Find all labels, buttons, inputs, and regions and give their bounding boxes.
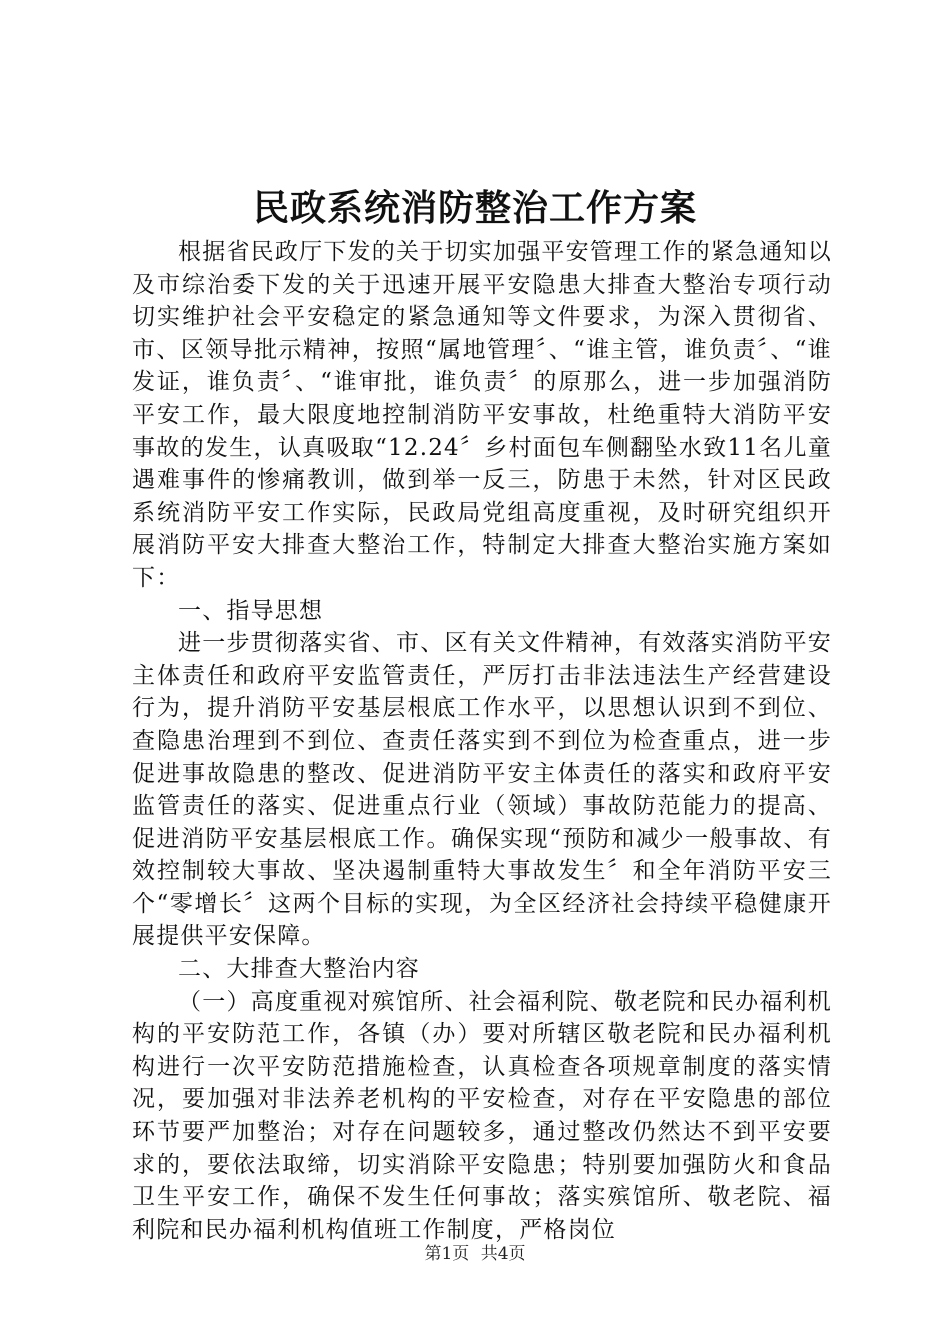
section-2-heading: 二、大排查大整治内容: [178, 956, 420, 983]
page-total: 共4页: [480, 1244, 526, 1264]
page-footer: [0, 1242, 950, 1266]
section-1-heading: 一、指导思想: [178, 597, 324, 624]
section-1-paragraph: 进一步贯彻落实省、市、区有关文件精神，有效落实消防平安主体责任和政府平安监管责任，严厉打击非法违法生产经营建设行为，提升消防平安基层根底工作水平，以思想认识到不到位、查隐患治理到不到位、查责任落实到不到位为检查重点，进一步促进事故隐患的整改、促进消防平安主体责任的落实和政府平安监管责任的落实、促进重点行业（领域）事故防范能力的提高、促进消防平安基层根底工作。确保实现“预防和减少一般事故、有效控制较大事故、坚决遏制重特大事故发生〞和全年消防平安三个“零增长〞这两个目标的实现，为全区经济社会持续平稳健康开展提供平安保障。: [132, 630, 832, 950]
document-body: [132, 236, 832, 1246]
intro-paragraph: 根据省民政厅下发的关于切实加强平安管理工作的紧急通知以及市综治委下发的关于迅速开展平安隐患大排查大整治专项行动切实维护社会平安稳定的紧急通知等文件要求，为深入贯彻省、市、区领导批示精神，按照“属地管理〞、“谁主管，谁负责〞、“谁发证，谁负责〞、“谁审批，谁负责〞的原那么，进一步加强消防平安工作，最大限度地控制消防平安事故，杜绝重特大消防平安事故的发生，认真吸取“12.24〞乡村面包车侧翻坠水致11名儿童遇难事件的惨痛教训，做到举一反三，防患于未然，针对区民政系统消防平安工作实际，民政局党组高度重视，及时研究组织开展消防平安大排查大整治工作，特制定大排查大整治实施方案如下：: [132, 239, 832, 591]
section-2-item-1-paragraph: （一）高度重视对殡馆所、社会福利院、敬老院和民办福利机构的平安防范工作，各镇（办）要对所辖区敬老院和民办福利机构进行一次平安防范措施检查，认真检查各项规章制度的落实情况，要加强对非法养老机构的平安检查，对存在平安隐患的部位环节要严加整治；对存在问题较多，通过整改仍然达不到平安要求的，要依法取缔，切实消除平安隐患；特别要加强防火和食品卫生平安工作，确保不发生任何事故；落实殡馆所、敬老院、福利院和民办福利机构值班工作制度，严格岗位: [132, 988, 832, 1243]
document-title: 民政系统消防整治工作方案: [252, 187, 697, 229]
page-number: 第1页: [424, 1244, 470, 1264]
